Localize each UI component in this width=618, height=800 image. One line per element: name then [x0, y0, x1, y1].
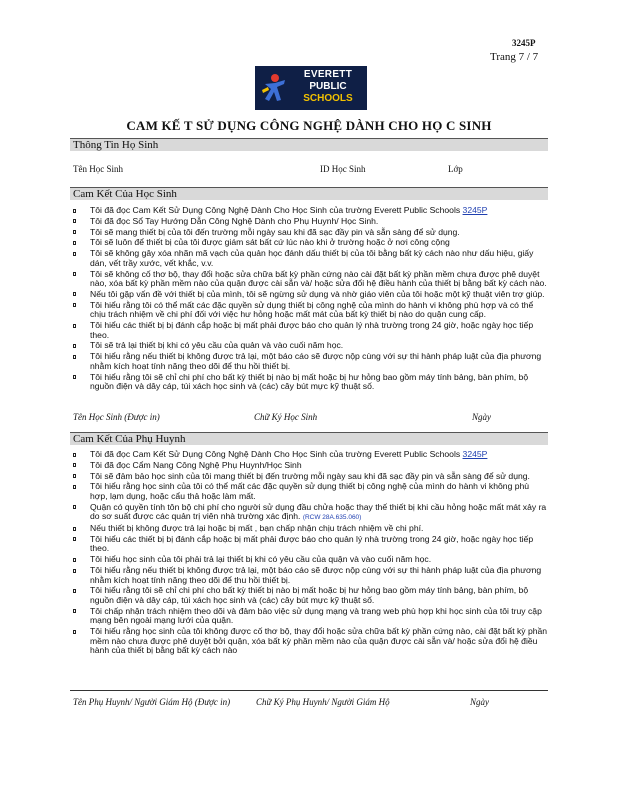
student-info-heading: Thông Tin Họ Sinh	[70, 138, 548, 151]
commitment-text: Tôi sẽ không gây xóa nhãn mã vạch của quản học đánh dấu thiết bị của tôi bằng bất kỳ cách nào như dấu hiệu, giấy dán, vết trầy xước, vết khắc, v.v.	[90, 248, 534, 268]
district-logo	[255, 66, 367, 110]
commitment-item	[70, 228, 548, 238]
policy-reference-link[interactable]: 3245P	[462, 449, 488, 459]
student-name-label: Tên Học Sinh	[73, 164, 123, 174]
logo-line-everett: EVERETT	[303, 69, 353, 80]
commitment-item	[70, 555, 548, 565]
logo-line-schools: SCHOOLS	[303, 93, 353, 104]
commitment-item	[70, 352, 548, 371]
commitment-text: Tôi sẽ đảm bảo học sinh của tôi mang thiết bị đến trường mỗi ngày sau khi đã sạc đầy pin và sẵn sàng để sử dụng.	[90, 470, 530, 481]
commitment-item	[70, 503, 548, 523]
commitment-text: Tôi đã đọc Cẩm Nang Công Nghệ Phụ Huynh/Học Sinh	[90, 459, 302, 470]
commitment-text: Tôi hiểu rằng tôi sẽ chỉ chi phí cho bất kỳ thiết bị nào bị mất hoặc bị hư hỏng bao gồm máy tính bảng, bàn phím, bộ nguồn điện và dây cáp, túi xách học sinh và (các) cây bút mực kỹ thuật số.	[90, 585, 529, 605]
commitment-item	[70, 373, 548, 392]
signature-divider	[70, 690, 548, 691]
commitment-item	[70, 472, 548, 482]
commitment-text: Quận có quyền tính tôn bộ chi phí cho người sử dụng đầu chửa hoặc thay thế thiết bị khi cầu hỏng hoặc mất mát xảy ra do sơ suất được các quản trị viên nhà trường xác định.	[90, 501, 547, 522]
parent-signature-label: Chữ Ký Phụ Huynh/ Người Giám Hộ	[256, 697, 390, 707]
commitment-text: Tôi sẽ luôn để thiết bị của tôi được giám sát bất cứ lúc nào khi ở trường hoặc ở nơi công cộng	[90, 237, 450, 248]
commitment-item	[70, 461, 548, 471]
logo-line-public: PUBLIC	[309, 81, 347, 92]
commitment-text: Tôi sẽ không cố thơ bộ, thay đổi hoặc sửa chữa bất kỳ phần cứng nào cài đặt bất kỳ phần mềm chưa được phê duyệt nào, xóa bất kỳ phần mềm nào của quận được cài sẵn và/ hoặc sửa đổi hệ điều hành của thiết bị bằng bất kỳ cách nào.	[90, 268, 547, 289]
commitment-text: Tôi hiểu học sinh của tôi phải trả lại thiết bị khi có yêu cầu của quận và vào cuối năm học.	[90, 554, 432, 565]
commitment-text: Tôi hiểu rằng học sinh của tôi không được cố thơ bộ, thay đổi hoặc sửa chữa bất kỳ phần cứng nào, cài đặt bất kỳ phần mềm nào chưa được phê duyệt bởi quận, xóa bất kỳ phần mềm nào của quận được cài sẵn và/ hoặc sửa đổi hệ điều hành của thiết bị bằng bất kỳ cách nào	[90, 626, 548, 656]
commitment-item	[70, 217, 548, 227]
student-commitment-heading: Cam Kết Của Học Sinh	[70, 187, 548, 200]
commitment-text: Tôi đã đọc Cam Kết Sử Dụng Công Nghệ Dành Cho Học Sinh của trường Everett Public Schools	[90, 205, 461, 215]
commitment-item	[70, 249, 548, 268]
commitment-item	[70, 586, 548, 605]
policy-reference-link[interactable]: 3245P	[462, 205, 488, 215]
commitment-item	[70, 450, 548, 460]
commitment-item	[70, 607, 548, 626]
commitment-text: Tôi hiểu rằng tôi sẽ chỉ chi phí cho bất kỳ thiết bị nào bị mất hoặc bị hư hỏng bao gồm máy tính bảng, bàn phím, bộ nguồn điện và dây cáp, túi xách học sinh và (các) cây bút mực kỹ thuật số.	[90, 371, 529, 392]
student-printed-name-label: Tên Học Sinh (Được in)	[73, 412, 160, 422]
parent-date-label: Ngày	[470, 697, 489, 707]
parent-commitment-heading: Cam Kết Của Phụ Huynh	[70, 432, 548, 445]
commitment-item	[70, 566, 548, 585]
grade-label: Lớp	[448, 164, 463, 174]
commitment-item	[70, 238, 548, 248]
commitment-text: Tôi đã đọc Sổ Tay Hướng Dẫn Công Nghệ Dành cho Phụ Huynh/ Học Sinh.	[90, 215, 379, 226]
commitment-text: Tôi sẽ trả lại thiết bị khi có yêu cầu của quản và vào cuối năm học.	[90, 340, 344, 351]
commitment-item	[70, 321, 548, 340]
student-signature-label: Chữ Ký Học Sinh	[254, 412, 318, 422]
commitment-text: Tôi chấp nhận trách nhiệm theo dõi và đảm bảo việc sử dụng mạng và trang web phù hợp khi học sinh của tôi truy cập mạng bên ngoài mạng lưới của quận.	[90, 605, 542, 626]
commitment-item	[70, 301, 548, 320]
commitment-item	[70, 535, 548, 554]
commitment-text: Tôi sẽ mang thiết bị của tôi đến trường mỗi ngày sau khi đã sạc đầy pin và sẵn sàng để sử dụng.	[90, 226, 460, 237]
page-number: Trang 7 / 7	[490, 51, 539, 63]
commitment-text: Nếu tôi gặp vấn đề với thiết bị của mình, tôi sẽ ngừng sử dụng và nhờ giáo viên của tôi hoặc một kỹ thuật viên trợ giúp.	[90, 288, 545, 299]
parent-commitment-list	[70, 450, 548, 657]
document-title: CAM KẾ T SỬ DỤNG CÔNG NGHỆ DÀNH CHO HỌ C SINH	[126, 118, 492, 133]
commitment-item	[70, 627, 548, 656]
student-date-label: Ngày	[472, 412, 491, 422]
commitment-item	[70, 341, 548, 351]
commitment-text: Nếu thiết bị không được trả lại hoặc bị mất , bạn chấp nhận chịu trách nhiệm về chi phí.	[90, 523, 424, 534]
student-commitment-list	[70, 206, 548, 393]
commitment-item	[70, 290, 548, 300]
commitment-item	[70, 524, 548, 534]
commitment-text: Tôi hiểu rằng nếu thiết bị không được trả lại, một báo cáo sẽ được nộp cùng với sự thi hành pháp luật của địa phương nhằm kích hoạt tính năng theo dõi để thu hồi thiết bị.	[90, 351, 542, 371]
policy-reference-link[interactable]: (RCW 28A.635.060)	[302, 514, 362, 522]
parent-printed-name-label: Tên Phụ Huynh/ Người Giám Hộ (Được in)	[73, 697, 231, 707]
student-id-label: ID Học Sinh	[320, 164, 366, 174]
runner-logo-icon	[259, 70, 291, 106]
commitment-text: Tôi đã đọc Cam Kết Sử Dụng Công Nghệ Dành Cho Học Sinh của trường Everett Public Schools	[90, 449, 461, 459]
commitment-item	[70, 206, 548, 216]
commitment-text: Tôi hiểu rằng nếu thiết bị không được trả lại, một báo cáo sẽ được nộp cùng với sự thi hành pháp luật của địa phương nhằm kích hoạt tính năng theo dõi để thu hồi thiết bị.	[90, 565, 542, 585]
commitment-text: Tôi hiểu rằng học sinh của tôi có thể mất các đặc quyền sử dụng thiết bị công nghệ của mình do hành vi không phù hợp, lạm dụng, hoặc cẩu thả hoặc làm mất.	[90, 481, 530, 501]
commitment-item	[70, 482, 548, 501]
commitment-text: Tôi hiểu các thiết bị bị đánh cắp hoặc bị mất phải được báo cho quản lý nhà trường trong 24 giờ, hoặc ngày học tiếp theo.	[90, 320, 534, 340]
commitment-text: Tôi hiểu các thiết bị bị đánh cắp hoặc bị mất phải được báo cho quản lý nhà trường trong 24 giờ, hoặc ngày học tiếp theo.	[90, 533, 534, 554]
commitment-text: Tôi hiểu rằng tôi có thể mất các đặc quyền sử dụng thiết bị công nghệ của mình do hành vi không phù hợp và có thể chịu trách nhiệm về chi phí đối với việc hư hỏng hoặc mất mát của bất kỳ thiết bị nào do quận cung cấp.	[90, 299, 534, 320]
document-code: 3245P	[512, 38, 536, 48]
commitment-item	[70, 270, 548, 289]
